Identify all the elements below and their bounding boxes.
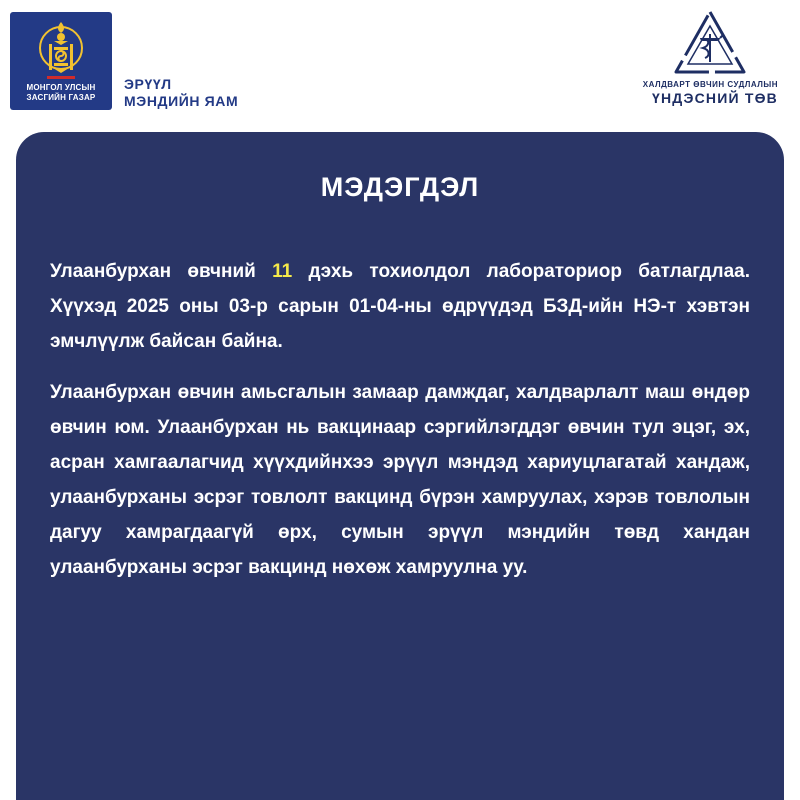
ministry-name-line1: ЭРҮҮЛ [124,76,172,92]
paragraph-1-text-after: дэхь тохиолдол лабораториор батлагдлаа. Хүүхэд 2025 оны 03-р сарын 01-04-ны өдрүүдэд БЗД-ийн НЭ-т хэвтэн эмчлүүлж байсан байна. [50,261,750,352]
center-logo [638,8,778,106]
notice-paragraph-1 [50,254,750,359]
health-triangle-logo-icon [672,8,748,78]
soyombo-emblem-icon [39,18,83,80]
paragraph-1-text-before: Улаанбурхан өвчний [50,261,273,282]
notice-panel [16,132,784,800]
government-label-line2: ЗАСГИЙН ГАЗАР [26,93,96,102]
ministry-name-line2: МЭНДИЙН ЯАМ [124,93,239,109]
notice-paragraph-2: Улаанбурхан өвчин амьсгалын замаар дамждаг, халдварлалт маш өндөр өвчин юм. Улаанбурхан нь вакцинаар сэргийлэгддэг өвчин тул эцэг, эх, асран хамгаалагчид хүүхдийнхээ эрүүл мэндэд хариуцлагатай хандаж, улаанбурханы эсрэг товлолт вакцинд бүрэн хамруулах, хэрэв товлолын дагуу хамрагдаагүй өрх, сумын эрүүл мэндийн төвд хандан улаанбурханы эсрэг вакцинд нөхөж хамруулна уу. [50,382,750,578]
notice-title: МЭДЭГДЭЛ [320,172,480,202]
ministry-logo [10,12,238,110]
government-emblem-box [10,12,112,110]
case-number-highlight: 11 [272,261,293,282]
center-name-main: ҮНДЭСНИЙ ТӨВ [651,90,778,106]
center-name-top: ХАЛДВАРТ ӨВЧИН СУДЛАЛЫН [642,80,778,89]
government-label [26,83,95,103]
government-label-line1: МОНГОЛ УЛСЫН [26,83,96,92]
ministry-name [124,76,238,110]
